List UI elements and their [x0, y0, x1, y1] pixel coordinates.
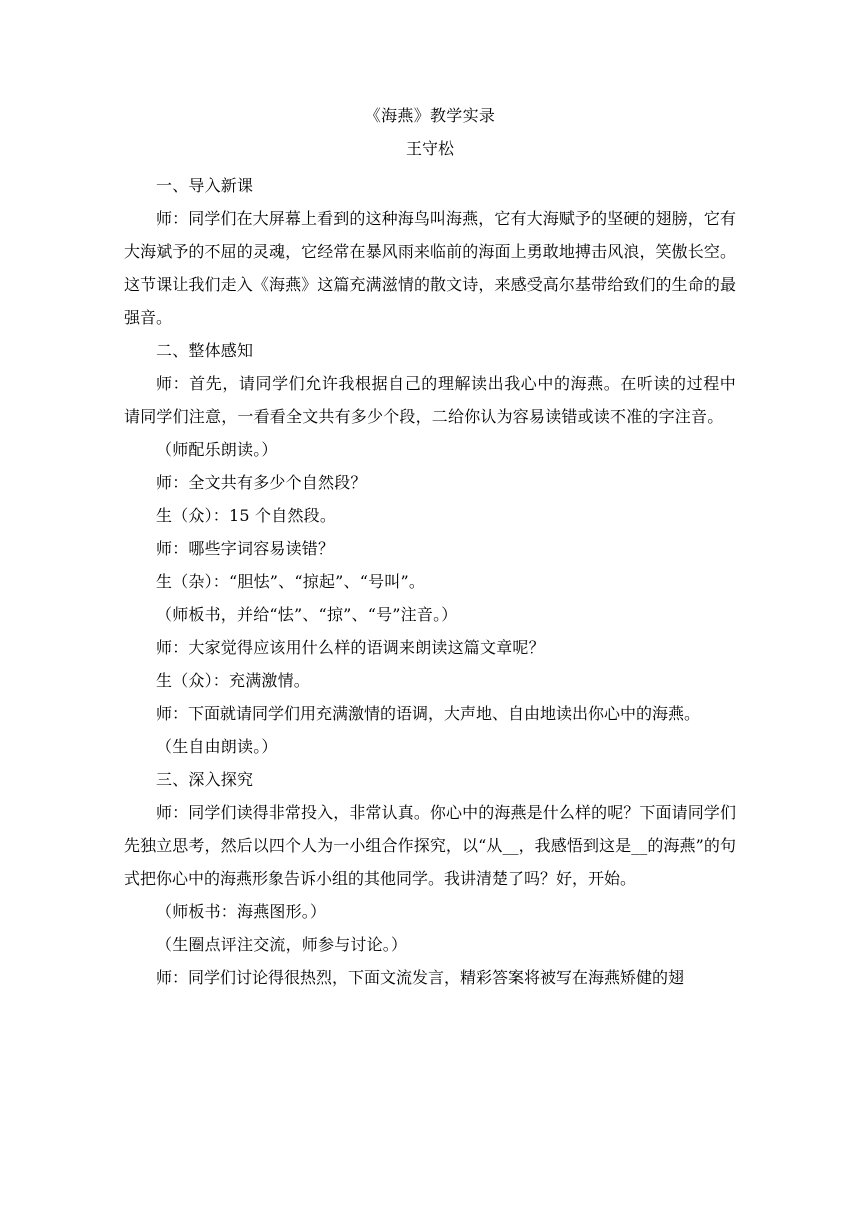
paragraph: （师配乐朗读。） [156, 440, 278, 459]
paragraph: 师：同学们在大屏幕上看到的这种海鸟叫海燕，它有大海赋予的坚硬的翅膀，它有大海斌予的不屈的灵魂，它经常在暴风雨来临前的海面上勇敢地搏击风浪，笑傲长空。这节课让我们走入《海燕》这篇充满滋情的散文诗，来感受高尔基带给致们的生命的最强音。 [124, 209, 736, 327]
paragraph: 师：同学们读得非常投入，非常认真。你心中的海燕是什么样的呢？下面请同学们先独立思考，然后以四个人为一小组合作探究，以“从__，我感悟到这是__的海燕”的句式把你心中的海燕形象告诉小组的其他同学。我讲清楚了吗？好，开始。 [124, 803, 736, 888]
paragraph: （师板书，并给“怯”、“掠”、“号”注音。） [156, 605, 458, 624]
document-body [124, 104, 736, 994]
paragraph: 师：大家觉得应该用什么样的语调来朗读这篇文章呢？ [156, 638, 545, 657]
section-heading-overview: 二、整体感知 [156, 341, 254, 360]
paragraph: 生（众）：充满激情。 [156, 671, 311, 690]
section-heading-explore: 三、深入探究 [156, 770, 254, 789]
paragraph: 师：哪些字词容易读错？ [156, 539, 335, 558]
section-heading-intro: 一、导入新课 [156, 176, 254, 195]
paragraph: 生（杂）：“胆怯”、“掠起”、“号叫”。 [156, 572, 426, 591]
paragraph: 师：首先，请同学们允许我根据自己的理解读出我心中的海燕。在听读的过程中请同学们注意，一看看全文共有多少个段，二给你认为容易读错或读不准的字注音。 [124, 374, 736, 426]
paragraph: （师板书：海燕图形。） [156, 902, 327, 921]
paragraph: （生圈点评注交流，师参与讨论。） [156, 935, 408, 954]
document-author: 王守松 [405, 139, 454, 158]
paragraph: （生自由朗读。） [156, 737, 278, 756]
paragraph: 师：全文共有多少个自然段？ [156, 473, 367, 492]
paragraph: 师：同学们讨论得很热烈，下面文流发言，精彩答案将被写在海燕矫健的翅 [156, 968, 685, 987]
document-title: 《海燕》教学实录 [364, 106, 496, 125]
paragraph: 生（众）：15 个自然段。 [156, 506, 337, 525]
paragraph: 师：下面就请同学们用充满激情的语调，大声地、自由地读出你心中的海燕。 [156, 704, 701, 723]
